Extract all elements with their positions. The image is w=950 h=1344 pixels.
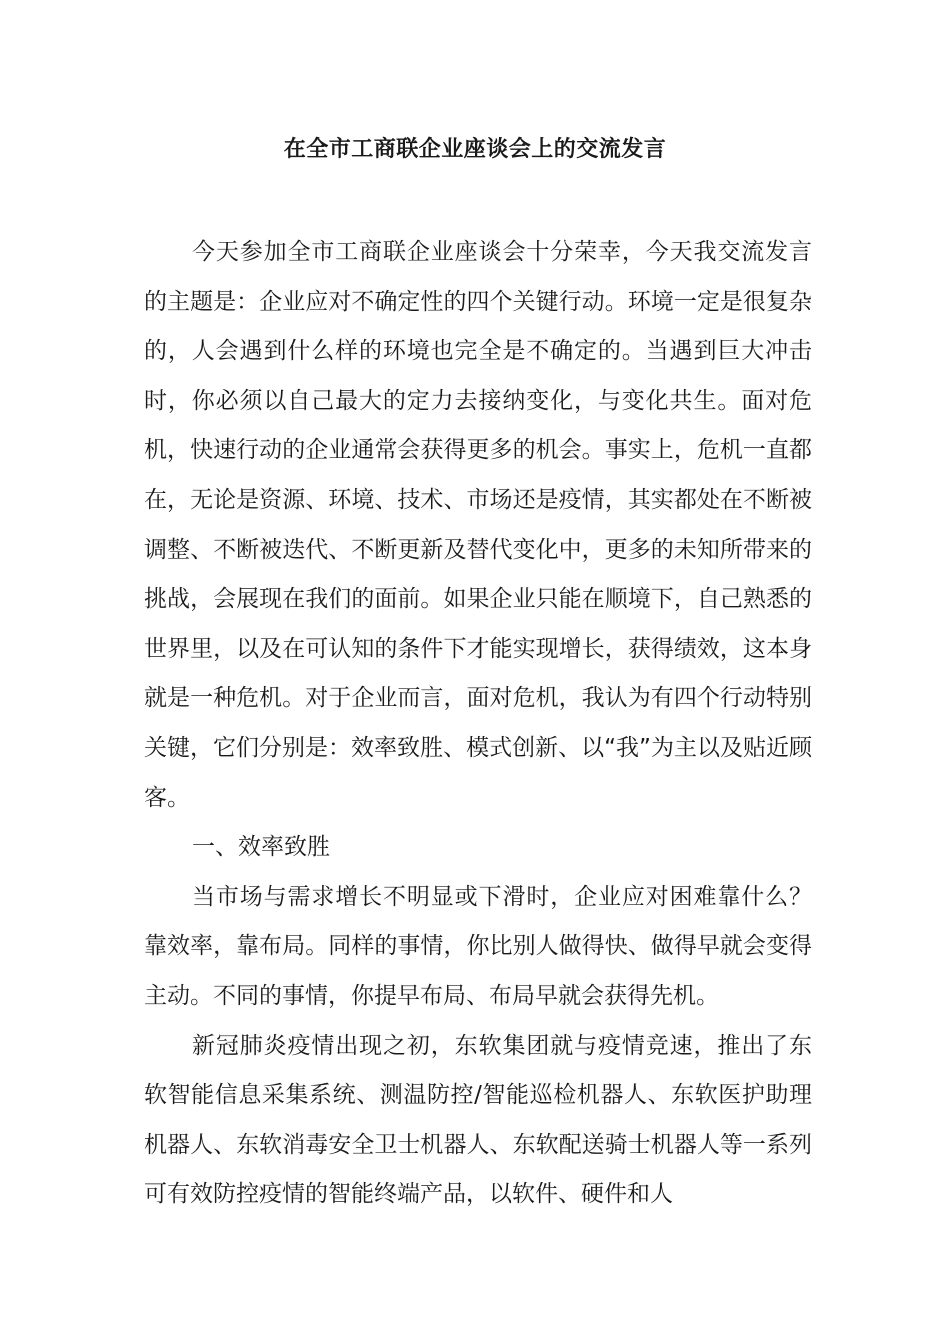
section-heading-efficiency: 一、效率致胜 [192,834,330,861]
document-body [144,228,812,1220]
paragraph-intro: 今天参加全市工商联企业座谈会十分荣幸，今天我交流发言的主题是：企业应对不确定性的四个关键行动。环境一定是很复杂的，人会遇到什么样的环境也完全是不确定的。当遇到巨大冲击时，你必须以自己最大的定力去接纳变化，与变化共生。面对危机，快速行动的企业通常会获得更多的机会。事实上，危机一直都在，无论是资源、环境、技术、市场还是疫情，其实都处在不断被调整、不断被迭代、不断更新及替代变化中，更多的未知所带来的挑战，会展现在我们的面前。如果企业只能在顺境下，自己熟悉的世界里，以及在可认知的条件下才能实现增长，获得绩效，这本身就是一种危机。对于企业而言，面对危机，我认为有四个行动特别关键，它们分别是：效率致胜、模式创新、以“我”为主以及贴近顾客。 [144,239,812,811]
paragraph-efficiency: 当市场与需求增长不明显或下滑时，企业应对困难靠什么？靠效率，靠布局。同样的事情，你比别人做得快、做得早就会变得主动。不同的事情，你提早布局、布局早就会获得先机。 [144,883,812,1009]
paragraph-neusoft: 新冠肺炎疫情出现之初，东软集团就与疫情竞速，推出了东软智能信息采集系统、测温防控/智能巡检机器人、东软医护助理机器人、东软消毒安全卫士机器人、东软配送骑士机器人等一系列可有效防控疫情的智能终端产品，以软件、硬件和人 [144,1032,812,1208]
document-title: 在全市工商联企业座谈会上的交流发言 [283,137,667,162]
